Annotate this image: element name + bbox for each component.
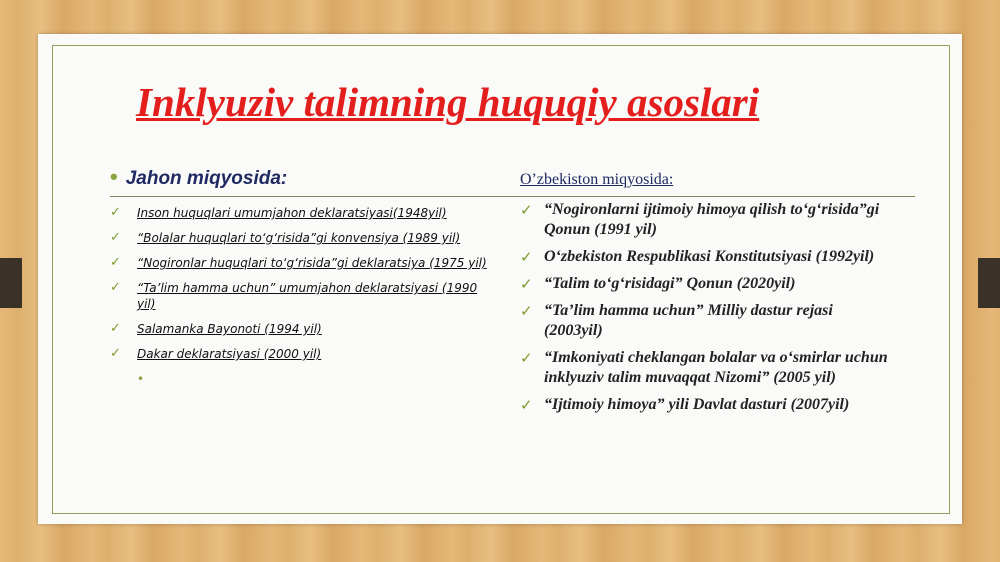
right-side-tab — [978, 258, 1000, 308]
list-item — [110, 321, 490, 337]
list-item — [110, 205, 490, 221]
check-icon: ✓ — [520, 302, 533, 320]
list-item-text: “Ijtimoiy himoya” yili Davlat dasturi (2007yil) — [544, 396, 850, 413]
empty-list-item — [110, 371, 490, 387]
list-item-text: Inson huquqlari umumjahon deklaratsiyasi(1948yil) — [137, 206, 447, 220]
check-icon: ✓ — [520, 248, 533, 266]
list-item-text: “Imkoniyati cheklangan bolalar va o‘smirlar uchun inklyuziv talim muvaqqat Nizomi” (2005 yil) — [544, 349, 888, 386]
right-list — [520, 200, 890, 422]
bullet-dot-icon: • — [110, 164, 118, 189]
check-icon: ✓ — [520, 275, 533, 293]
bullet-dot-icon: • — [137, 372, 145, 386]
check-icon: ✓ — [520, 201, 533, 219]
divider-line — [110, 196, 915, 197]
list-item — [110, 280, 490, 312]
list-item-text: “Nogironlar huquqlari to‘g‘risida”gi deklaratsiya (1975 yil) — [137, 256, 487, 270]
check-icon: ✓ — [110, 205, 121, 220]
list-item — [520, 247, 890, 267]
check-icon: ✓ — [110, 346, 121, 361]
left-list — [110, 205, 490, 396]
slide — [38, 34, 962, 524]
right-column-heading: O’zbekiston miqyosida: — [520, 171, 674, 188]
list-item-text: “Ta’lim hamma uchun” umumjahon deklaratsiyasi (1990 yil) — [137, 281, 478, 311]
list-item — [110, 230, 490, 246]
list-item-text: “Talim to‘g‘risidagi” Qonun (2020yil) — [544, 275, 796, 292]
check-icon: ✓ — [110, 280, 121, 295]
list-item — [520, 395, 890, 415]
list-item-text: Salamanka Bayonoti (1994 yil) — [137, 322, 322, 336]
list-item-text: O‘zbekiston Respublikasi Konstitutsiyasi (1992yil) — [544, 248, 875, 265]
list-item-text: “Ta’lim hamma uchun” Milliy dastur rejasi (2003yil) — [544, 302, 833, 339]
check-icon: ✓ — [520, 396, 533, 414]
check-icon: ✓ — [520, 349, 533, 367]
slide-title: Inklyuziv talimning huquqiy asoslari — [136, 79, 760, 125]
left-column-heading — [110, 164, 287, 190]
list-item-text: Dakar deklaratsiyasi (2000 yil) — [137, 347, 322, 361]
list-item — [520, 200, 890, 240]
list-item — [520, 348, 890, 388]
list-item — [520, 274, 890, 294]
list-item — [110, 255, 490, 271]
check-icon: ✓ — [110, 321, 121, 336]
list-item-text: “Nogironlarni ijtimoiy himoya qilish to‘g‘risida”gi Qonun (1991 yil) — [544, 201, 880, 238]
list-item — [110, 346, 490, 362]
left-side-tab — [0, 258, 22, 308]
list-item — [520, 301, 890, 341]
check-icon: ✓ — [110, 230, 121, 245]
list-item-text: “Bolalar huquqlari to‘g‘risida”gi konvensiya (1989 yil) — [137, 231, 461, 245]
check-icon: ✓ — [110, 255, 121, 270]
left-heading-text: Jahon miqyosida: — [125, 168, 288, 189]
